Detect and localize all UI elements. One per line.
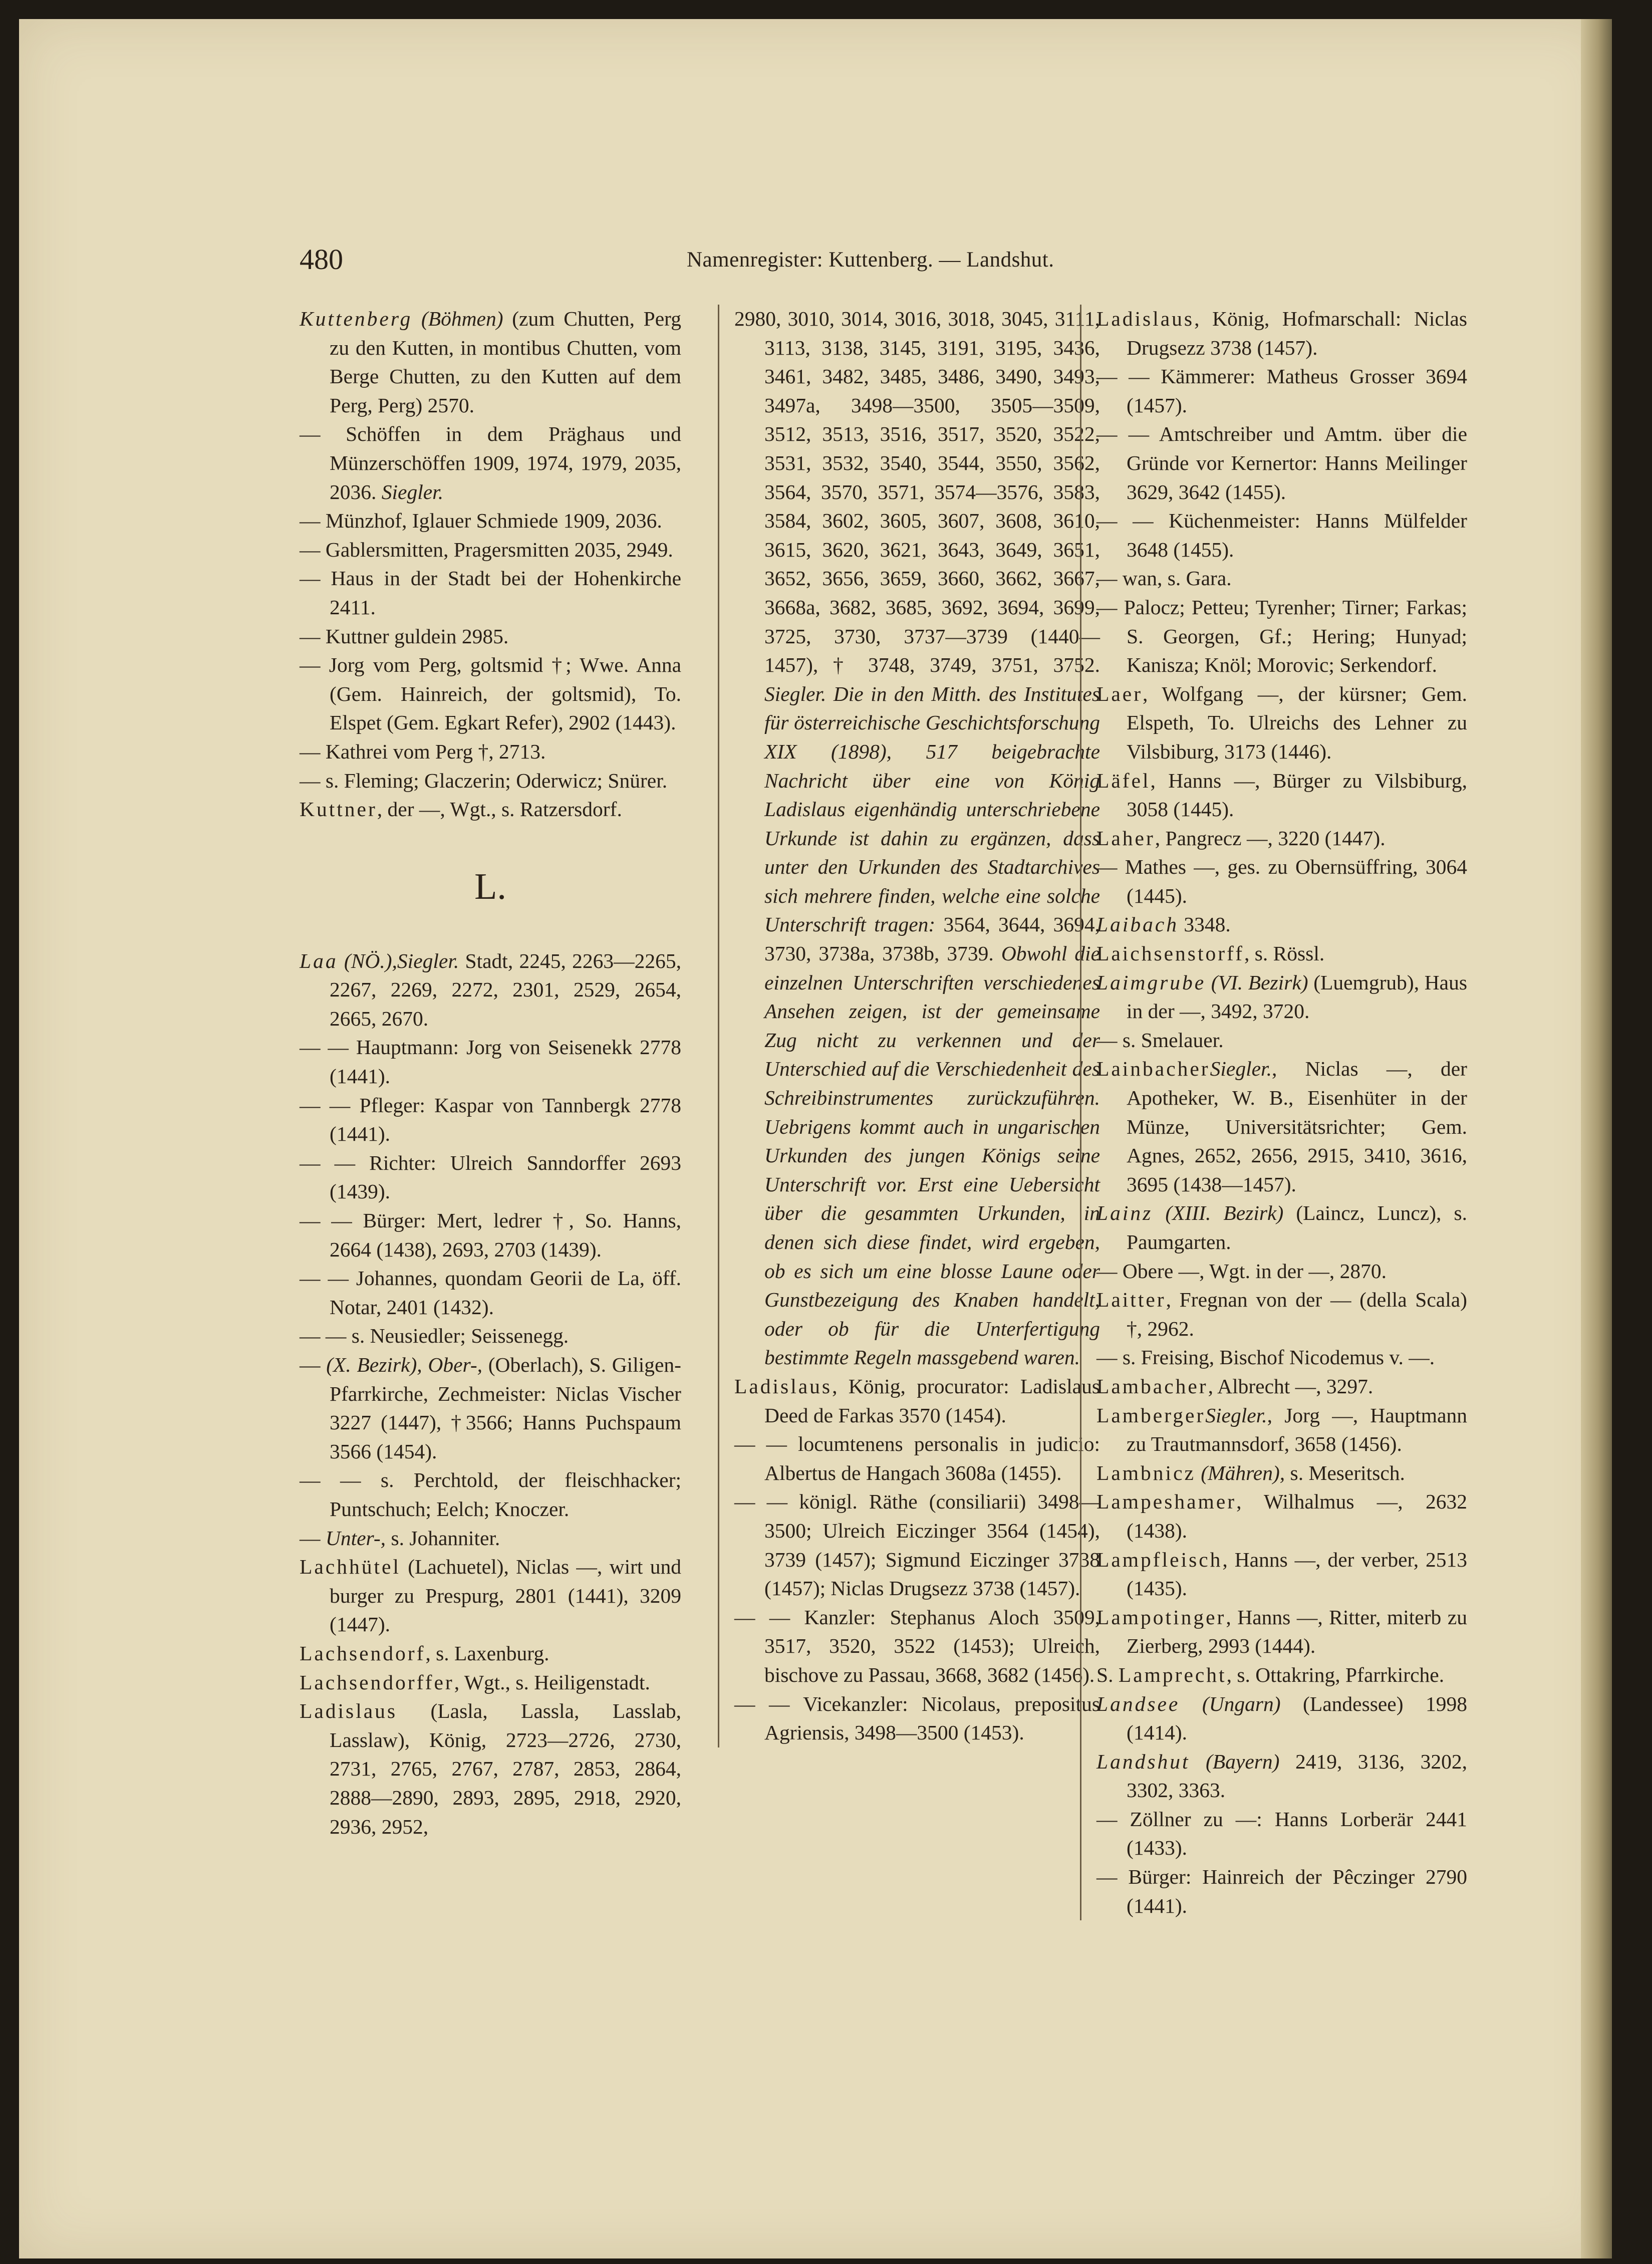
entry-prefix: S. [1096,1663,1119,1686]
entry-text: — — königl. Räthe (consiliarii) 3498—3500; Ulreich Eiczinger 3564 (1454), 3739 (1457); Sigmund Eiczinger 3738 (1457); Niclas Drugsezz 3738 (1457). [734,1490,1100,1600]
entry-rest: , der —, Wgt., s. Ratzersdorf. [377,798,622,821]
entry-lemma: Lachsendorffer [300,1670,454,1694]
entry-text: — Mathes —, ges. zu Obernsüffring, 3064 (1445). [1096,855,1467,907]
entry-rest: (Lasla, Lassla, Lasslab, Lasslaw), König, 2723—2726, 2730, 2731, 2765, 2767, 2787, 2853, 2864, 2888—2890, 2893, 2895, 2918, 2920, 2936, 2952, [330,1699,681,1838]
entry-text: — — Bürger: Mert, ledrer †, So. Hanns, 2664 (1438), 2693, 2703 (1439). [300,1209,681,1261]
entry-text: — s. Freising, Bischof Nicodemus v. —. [1096,1346,1435,1369]
entry-rest: s. Meseritsch. [1285,1461,1405,1484]
entry-lemma: Lampeshamer [1096,1490,1237,1514]
entry-text: — Bürger: Hainreich der Pêczinger 2790 (1441). [1096,1865,1467,1917]
entry-lemma: Kuttenberg [300,307,413,330]
entry-text: 2980, 3010, 3014, 3016, 3018, 3045, 3111, 3113, 3138, 3145, 3191, 3195, 3436, 3461, 3482, 3485, 3486, 3490, 3493, 3497a, 3498—3500, 3505—3509, 3512, 3513, 3516, 3517, 3520, 3522, 3531, 3532, 3540, 3544, 3550, 3562, 3564, 3570, 3571, 3574—3576, 3583, 3584, 3602, 3605, 3607, 3608, 3610, 3615, 3620, 3621, 3643, 3649, 3651, 3652, 3656, 3659, 3660, 3662, 3667, 3668a, 3682, 3685, 3692, 3694, 3699, 3725, 3730, 3737—3739 (1440—1457), † 3748, 3749, 3751, 3752. [734,307,1100,677]
entry-lemma: Ladislaus [1096,307,1195,330]
index-entry [1096,853,1467,910]
entry-text: (Mähren), [1201,1461,1285,1484]
entry-lemma: Lampfleisch [1096,1548,1223,1571]
entry-text: (VI. Bezirk) [1211,970,1308,994]
entry-rest: (Landessee) 1998 (1414). [1127,1692,1468,1744]
entry-text: — — Richter: Ulreich Sanndorffer 2693 (1439). [300,1151,681,1203]
index-entry [300,1091,681,1149]
index-entry [300,1639,681,1668]
entry-text: — Gablersmitten, Pragersmitten 2035, 2949. [300,538,673,561]
index-entry [1096,1199,1467,1256]
running-title: Namenregister: Kuttenberg. — Landshut. [687,248,1054,272]
entry-text: (Bayern) [1205,1749,1280,1773]
entry-text: — s. Fleming; Glaczerin; Oderwicz; Snürer. [300,769,668,792]
entry-lemma: Laitter [1096,1288,1166,1312]
index-entry [300,1524,681,1553]
entry-text: — Schöffen in dem Präghaus und Münzerschöffen 1909, 1974, 1979, 2035, 2036. [300,422,681,504]
index-entry [300,1033,681,1091]
entry-text: — — Pfleger: Kaspar von Tannbergk 2778 (1441). [300,1093,681,1146]
index-entry [734,1487,1100,1603]
entry-lemma: Lainz [1096,1201,1153,1225]
index-entry [1096,1747,1467,1805]
entry-lemma: Kuttner [300,798,377,821]
entry-rest: , s. Ottakring, Pfarrkirche. [1226,1663,1445,1686]
entry-lemma: Lambnicz [1096,1461,1196,1484]
entry-text: — — locumtenens personalis in judicio: Albertus de Hangach 3608a (1455). [734,1432,1100,1484]
index-entry [1096,593,1467,680]
index-entry [1096,824,1467,853]
entry-text: — — Hauptmann: Jorg von Seisenekk 2778 (1441). [300,1036,681,1088]
index-entry [1096,1343,1467,1372]
index-entry [300,795,681,824]
index-entry [734,1430,1100,1487]
entry-rest: , s. Laxenburg. [425,1641,549,1665]
entry-lemma: Landsee [1096,1692,1180,1715]
index-entry [1096,910,1467,939]
entry-text: — Kathrei vom Perg †, 2713. [300,739,546,763]
index-entry [300,1697,681,1841]
entry-rest: , Hanns —, Ritter, miterb zu Zierberg, 2993 (1444). [1127,1605,1467,1658]
entry-text: — Kuttner guldein 2985. [300,624,509,648]
index-entry [1096,1487,1467,1545]
entry-rest: , König, Hofmarschall: Niclas Drugsezz 3738 (1457). [1127,307,1467,359]
entry-italic: Siegler. [397,949,459,972]
column-middle [718,305,1100,1747]
entry-lemma: Laibach [1096,913,1179,936]
index-entry [300,1264,681,1322]
column-left [300,305,681,1841]
entry-rest: , Jorg —, Hauptmann zu Trautmannsdorf, 3658 (1456). [1127,1403,1467,1456]
entry-italic: Siegler. [1205,1403,1267,1427]
entry-rest: , Hanns —, der verber, 2513 (1435). [1127,1548,1467,1600]
entry-text: (XIII. Bezirk) [1165,1201,1284,1225]
entry-rest: 2419, 3136, 3202, 3302, 3363. [1127,1749,1467,1802]
index-entry [1096,680,1467,767]
index-entry [300,1322,681,1351]
entry-text: — Zöllner zu —: Hanns Lorberär 2441 (1433). [1096,1807,1467,1860]
entry-text: — wan, s. Gara. [1096,567,1232,590]
index-entry [734,1603,1100,1690]
index-entry [1096,1026,1467,1055]
index-entry [300,1668,681,1697]
index-entry [1096,1286,1467,1343]
entry-text: — — Küchenmeister: Hanns Mülfelder 3648 (1455). [1096,509,1467,561]
entry-text: — s. Smelauer. [1096,1028,1224,1052]
entry-rest: , s. Rössl. [1244,942,1325,965]
entry-text: — — Kanzler: Stephanus Aloch 3509, 3517, 3520, 3522 (1453); Ulreich, bischove zu Passau, 3668, 3682 (1456). [734,1605,1100,1686]
entry-list [1096,305,1467,1920]
entry-lemma: Lambacher [1096,1374,1208,1398]
entry-text: (NÖ.), [344,949,397,972]
index-entry [1096,1690,1467,1747]
entry-lemma: Lachhütel [300,1555,401,1579]
entry-lemma: Ladislaus [734,1374,833,1398]
entry-list [300,305,681,824]
index-entry [734,305,1100,1372]
index-entry [300,622,681,651]
page-header [300,229,1582,290]
section-letter: L. [474,866,506,907]
entry-rest: , Albrecht —, 3297. [1208,1374,1373,1398]
entry-rest: (Luemgrub), Haus in der —, 3492, 3720. [1127,970,1467,1023]
index-entry [1096,305,1467,362]
entry-text: — — Johannes, quondam Georii de La, öff. Notar, 2401 (1432). [300,1267,681,1319]
index-entry [1096,1661,1467,1690]
page-edge [1581,19,1612,2258]
entry-italic: Siegler. [1210,1057,1272,1081]
index-entry [1096,1257,1467,1286]
entry-lemma: Läfel [1096,769,1151,792]
entry-lemma: Ladislaus [300,1699,398,1723]
entry-text: — — s. Neusiedler; Seissenegg. [300,1324,569,1348]
entry-lemma: Lampotinger [1096,1605,1226,1629]
index-entry [300,947,681,1034]
entry-text: — Jorg vom Perg, goltsmid †; Wwe. Anna (Gem. Hainreich, der goltsmid), To. Elspet (Gem. Egkart Refer), 2902 (1443). [300,653,681,734]
entry-rest: Stadt, 2245, 2263—2265, 2267, 2269, 2272, 2301, 2529, 2654, 2665, 2670. [330,949,682,1030]
entry-text: — [300,1526,326,1550]
index-entry [1096,1459,1467,1488]
index-entry [1096,1055,1467,1199]
index-entry [1096,1603,1467,1661]
entry-text: — [300,1353,327,1376]
entry-list [734,305,1100,1747]
index-entry [1096,1401,1467,1459]
index-entry [734,1690,1100,1747]
entry-rest: s. Johanniter. [386,1526,500,1550]
entry-rest: , Wolfgang —, der kürsner; Gem. Elspeth, To. Ulreichs des Lehner zu Vilsbiburg, 3173 (1446). [1127,682,1467,763]
index-entry [1096,767,1467,824]
entry-lemma: Lamprecht [1118,1663,1227,1686]
book-page [19,19,1612,2258]
index-entry [1096,1863,1467,1920]
index-entry [300,1206,681,1264]
index-entry [300,1466,681,1524]
index-entry [300,1149,681,1206]
entry-lemma: Lachsendorf [300,1641,426,1665]
entry-rest: , Wilhalmus —, 2632 (1438). [1127,1490,1467,1542]
index-entry [300,1351,681,1466]
entry-rest: , Pangrecz —, 3220 (1447). [1155,826,1386,850]
entry-lemma: Laer [1096,682,1143,705]
index-entry [1096,564,1467,593]
column-right [1080,305,1467,1920]
index-entry [300,536,681,565]
index-entry [1096,507,1467,564]
index-entry [300,767,681,796]
entry-lemma: Lamberger [1096,1403,1206,1427]
entry-text: — — Vicekanzler: Nicolaus, prepositus Agriensis, 3498—3500 (1453). [734,1692,1100,1744]
entry-lemma: Landshut [1096,1749,1190,1773]
entry-lemma: Laimgrube [1096,970,1206,994]
page-number: 480 [300,243,343,276]
index-entry [1096,1805,1467,1863]
index-entry [300,651,681,737]
index-entry [300,737,681,767]
entry-rest: 3348. [1179,913,1231,936]
entry-rest: (zum Chutten, Perg zu den Kutten, in montibus Chutten, vom Berge Chutten, zu den Kutten auf dem Perg, Perg) 2570. [330,307,682,417]
index-entry [300,507,681,536]
entry-italic: (X. Bezirk), Ober-, [326,1353,483,1376]
index-entry [1096,968,1467,1026]
index-entry [734,1372,1100,1430]
entry-text: (Ungarn) [1202,1692,1281,1715]
entry-text: — — Amtschreiber und Amtm. über die Gründe vor Kernertor: Hanns Meilinger 3629, 3642 (1455). [1096,422,1467,504]
index-entry [1096,420,1467,507]
entry-italic: Siegler. [381,480,444,504]
entry-lemma: Laher [1096,826,1155,850]
entry-rest: , Wgt., s. Heiligenstadt. [454,1670,650,1694]
entry-italic: Siegler. Die in den Mitth. des Institutes für österreichische Geschichtsforschung XIX (1898), 517 beigebrachte Nachricht über eine von König Ladislaus eigenhändig unterschriebene Urkunde ist dahin zu ergänzen, dass unter den Urkunden des Stadtarchives sich mehrere finden, welche eine solche Unterschrift tragen: [764,682,1100,936]
entry-text: — — Kämmerer: Matheus Grosser 3694 (1457). [1096,365,1467,417]
entry-rest: (Oberlach), S. Giligen-Pfarrkirche, Zechmeister: Niclas Vischer 3227 (1447), †3566; Hanns Puchspaum 3566 (1454). [330,1353,681,1463]
entry-rest: , Fregnan von der — (della Scala) †, 2962. [1127,1288,1467,1340]
entry-rest: , Niclas —, der Apotheker, W. B., Eisenhüter in der Münze, Universitätsrichter; Gem. Agnes, 2652, 2656, 2915, 3410, 3616, 3695 (1438—1457). [1127,1057,1467,1196]
index-entry [300,305,681,420]
entry-lemma: Lainbacher [1096,1057,1210,1081]
entry-italic: Obwohl die einzelnen Unterschriften verschiedenes Ansehen zeigen, ist der gemeinsame Zug nicht zu verkennen und der Unterschied auf die Verschiedenheit des Schreibinstrumentes zurückzuführen. Uebrigens kommt auch in ungarischen Urkunden des jungen Königs seine Unterschrift vor. Erst eine Uebersicht über die gesammten Urkunden, in denen sich diese findet, wird ergeben, ob es sich um eine blosse Laune oder Gunstbezeigung des Knaben handelt, oder ob für die Unterfertigung bestimmte Regeln massgebend waren. [764,942,1100,1369]
entry-rest: (Laincz, Luncz), s. Paumgarten. [1127,1201,1467,1253]
index-entry [300,564,681,622]
entry-list [300,947,681,1841]
entry-italic: Unter-, [325,1526,386,1550]
entry-text: — Obere —, Wgt. in der —, 2870. [1096,1259,1387,1283]
index-entry [1096,1546,1467,1603]
index-entry [300,420,681,507]
entry-rest: (Lachuetel), Niclas —, wirt und burger zu Prespurg, 2801 (1441), 3209 (1447). [330,1555,681,1636]
entry-text: (Böhmen) [421,307,503,330]
entry-lemma: Laichsenstorff [1096,942,1244,965]
entry-rest: , Hanns —, Bürger zu Vilsbiburg, 3058 (1445). [1127,769,1467,821]
index-entry [1096,939,1467,968]
entry-lemma: Laa [300,949,338,972]
entry-text: — — s. Perchtold, der fleischhacker; Puntschuch; Eelch; Knoczer. [300,1468,681,1521]
entry-text: — Palocz; Petteu; Tyrenher; Tirner; Farkas; S. Georgen, Gf.; Hering; Hunyad; Kanisza; Knöl; Morovic; Serkendorf. [1096,595,1467,677]
entry-text: — Münzhof, Iglauer Schmiede 1909, 2036. [300,509,662,533]
entry-rest: 3564, 3644, 3694, 3730, 3738a, 3738b, 3739. [764,913,1100,965]
index-entry [1096,1372,1467,1401]
entry-text: — Haus in der Stadt bei der Hohenkirche 2411. [300,567,681,619]
index-entry [300,1553,681,1639]
entry-rest: , König, procurator: Ladislaus Deed de Farkas 3570 (1454). [764,1374,1100,1427]
index-entry [1096,362,1467,420]
